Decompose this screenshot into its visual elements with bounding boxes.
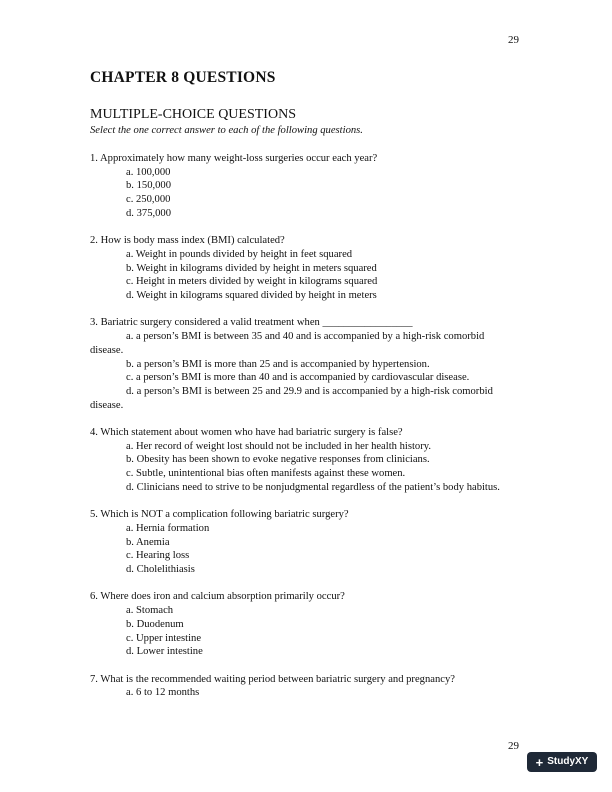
- choice-b: b. Weight in kilograms divided by height in meters squared: [126, 262, 377, 274]
- choice-a: a. Her record of weight lost should not be included in her health history.: [126, 440, 431, 452]
- page-number-bottom: 29: [508, 740, 519, 752]
- choice-d: d. Cholelithiasis: [126, 564, 195, 576]
- choice-d: d. a person’s BMI is between 25 and 29.9 and is accompanied by a high-risk comorbid disease.: [90, 385, 493, 411]
- question-6: [90, 590, 520, 659]
- question-text: 6. Where does iron and calcium absorption primarily occur?: [90, 591, 345, 603]
- choice-b: b. Anemia: [126, 536, 170, 548]
- choice-d: d. Lower intestine: [126, 646, 203, 658]
- choice-d: d. 375,000: [126, 207, 172, 219]
- choice-b: b. 150,000: [126, 180, 172, 192]
- question-4: [90, 426, 520, 495]
- question-text: 7. What is the recommended waiting period between bariatric surgery and pregnancy?: [90, 673, 455, 685]
- page-number-top: 29: [508, 34, 519, 46]
- section-title: MULTIPLE-CHOICE QUESTIONS: [90, 107, 296, 122]
- choice-a: a. 100,000: [126, 166, 171, 178]
- choice-a: a. 6 to 12 months: [126, 687, 200, 699]
- choice-d: d. Clinicians need to strive to be nonjudgmental regardless of the patient’s body habitus.: [126, 481, 500, 493]
- question-7: [90, 673, 520, 700]
- choice-b: b. a person’s BMI is more than 25 and is accompanied by hypertension.: [126, 358, 430, 370]
- choice-a: a. Stomach: [126, 605, 174, 617]
- question-3: [90, 316, 520, 412]
- choice-c: c. a person’s BMI is more than 40 and is accompanied by cardiovascular disease.: [126, 372, 470, 384]
- instructions: Select the one correct answer to each of the following questions.: [90, 125, 363, 136]
- choice-c: c. 250,000: [126, 194, 171, 206]
- choice-c: c. Height in meters divided by weight in kilograms squared: [126, 276, 378, 288]
- badge-label: StudyXY: [547, 756, 589, 768]
- question-text: 3. Bariatric surgery considered a valid treatment when _________________: [90, 317, 413, 329]
- question-text: 2. How is body mass index (BMI) calculated?: [90, 235, 285, 247]
- question-1: [90, 152, 520, 221]
- choice-a: a. Hernia formation: [126, 522, 210, 534]
- question-5: [90, 508, 520, 577]
- question-2: [90, 234, 520, 303]
- choice-c: c. Upper intestine: [126, 632, 202, 644]
- plus-icon: +: [535, 754, 544, 770]
- question-text: 1. Approximately how many weight-loss surgeries occur each year?: [90, 153, 378, 164]
- choice-c: c. Hearing loss: [126, 550, 190, 562]
- studyxy-badge[interactable]: [527, 752, 597, 772]
- choice-d: d. Weight in kilograms squared divided by height in meters: [126, 290, 377, 302]
- choice-a: a. Weight in pounds divided by height in feet squared: [126, 248, 353, 260]
- question-list: [90, 152, 520, 714]
- question-text: 4. Which statement about women who have had bariatric surgery is false?: [90, 427, 403, 439]
- choice-a: a. a person’s BMI is between 35 and 40 and is accompanied by a high-risk comorbid disease.: [90, 331, 485, 356]
- choice-b: b. Obesity has been shown to evoke negative responses from clinicians.: [126, 454, 430, 466]
- choice-b: b. Duodenum: [126, 618, 184, 630]
- chapter-title: CHAPTER 8 QUESTIONS: [90, 69, 276, 86]
- choice-c: c. Subtle, unintentional bias often manifests against these women.: [126, 468, 406, 480]
- question-text: 5. Which is NOT a complication following bariatric surgery?: [90, 509, 349, 521]
